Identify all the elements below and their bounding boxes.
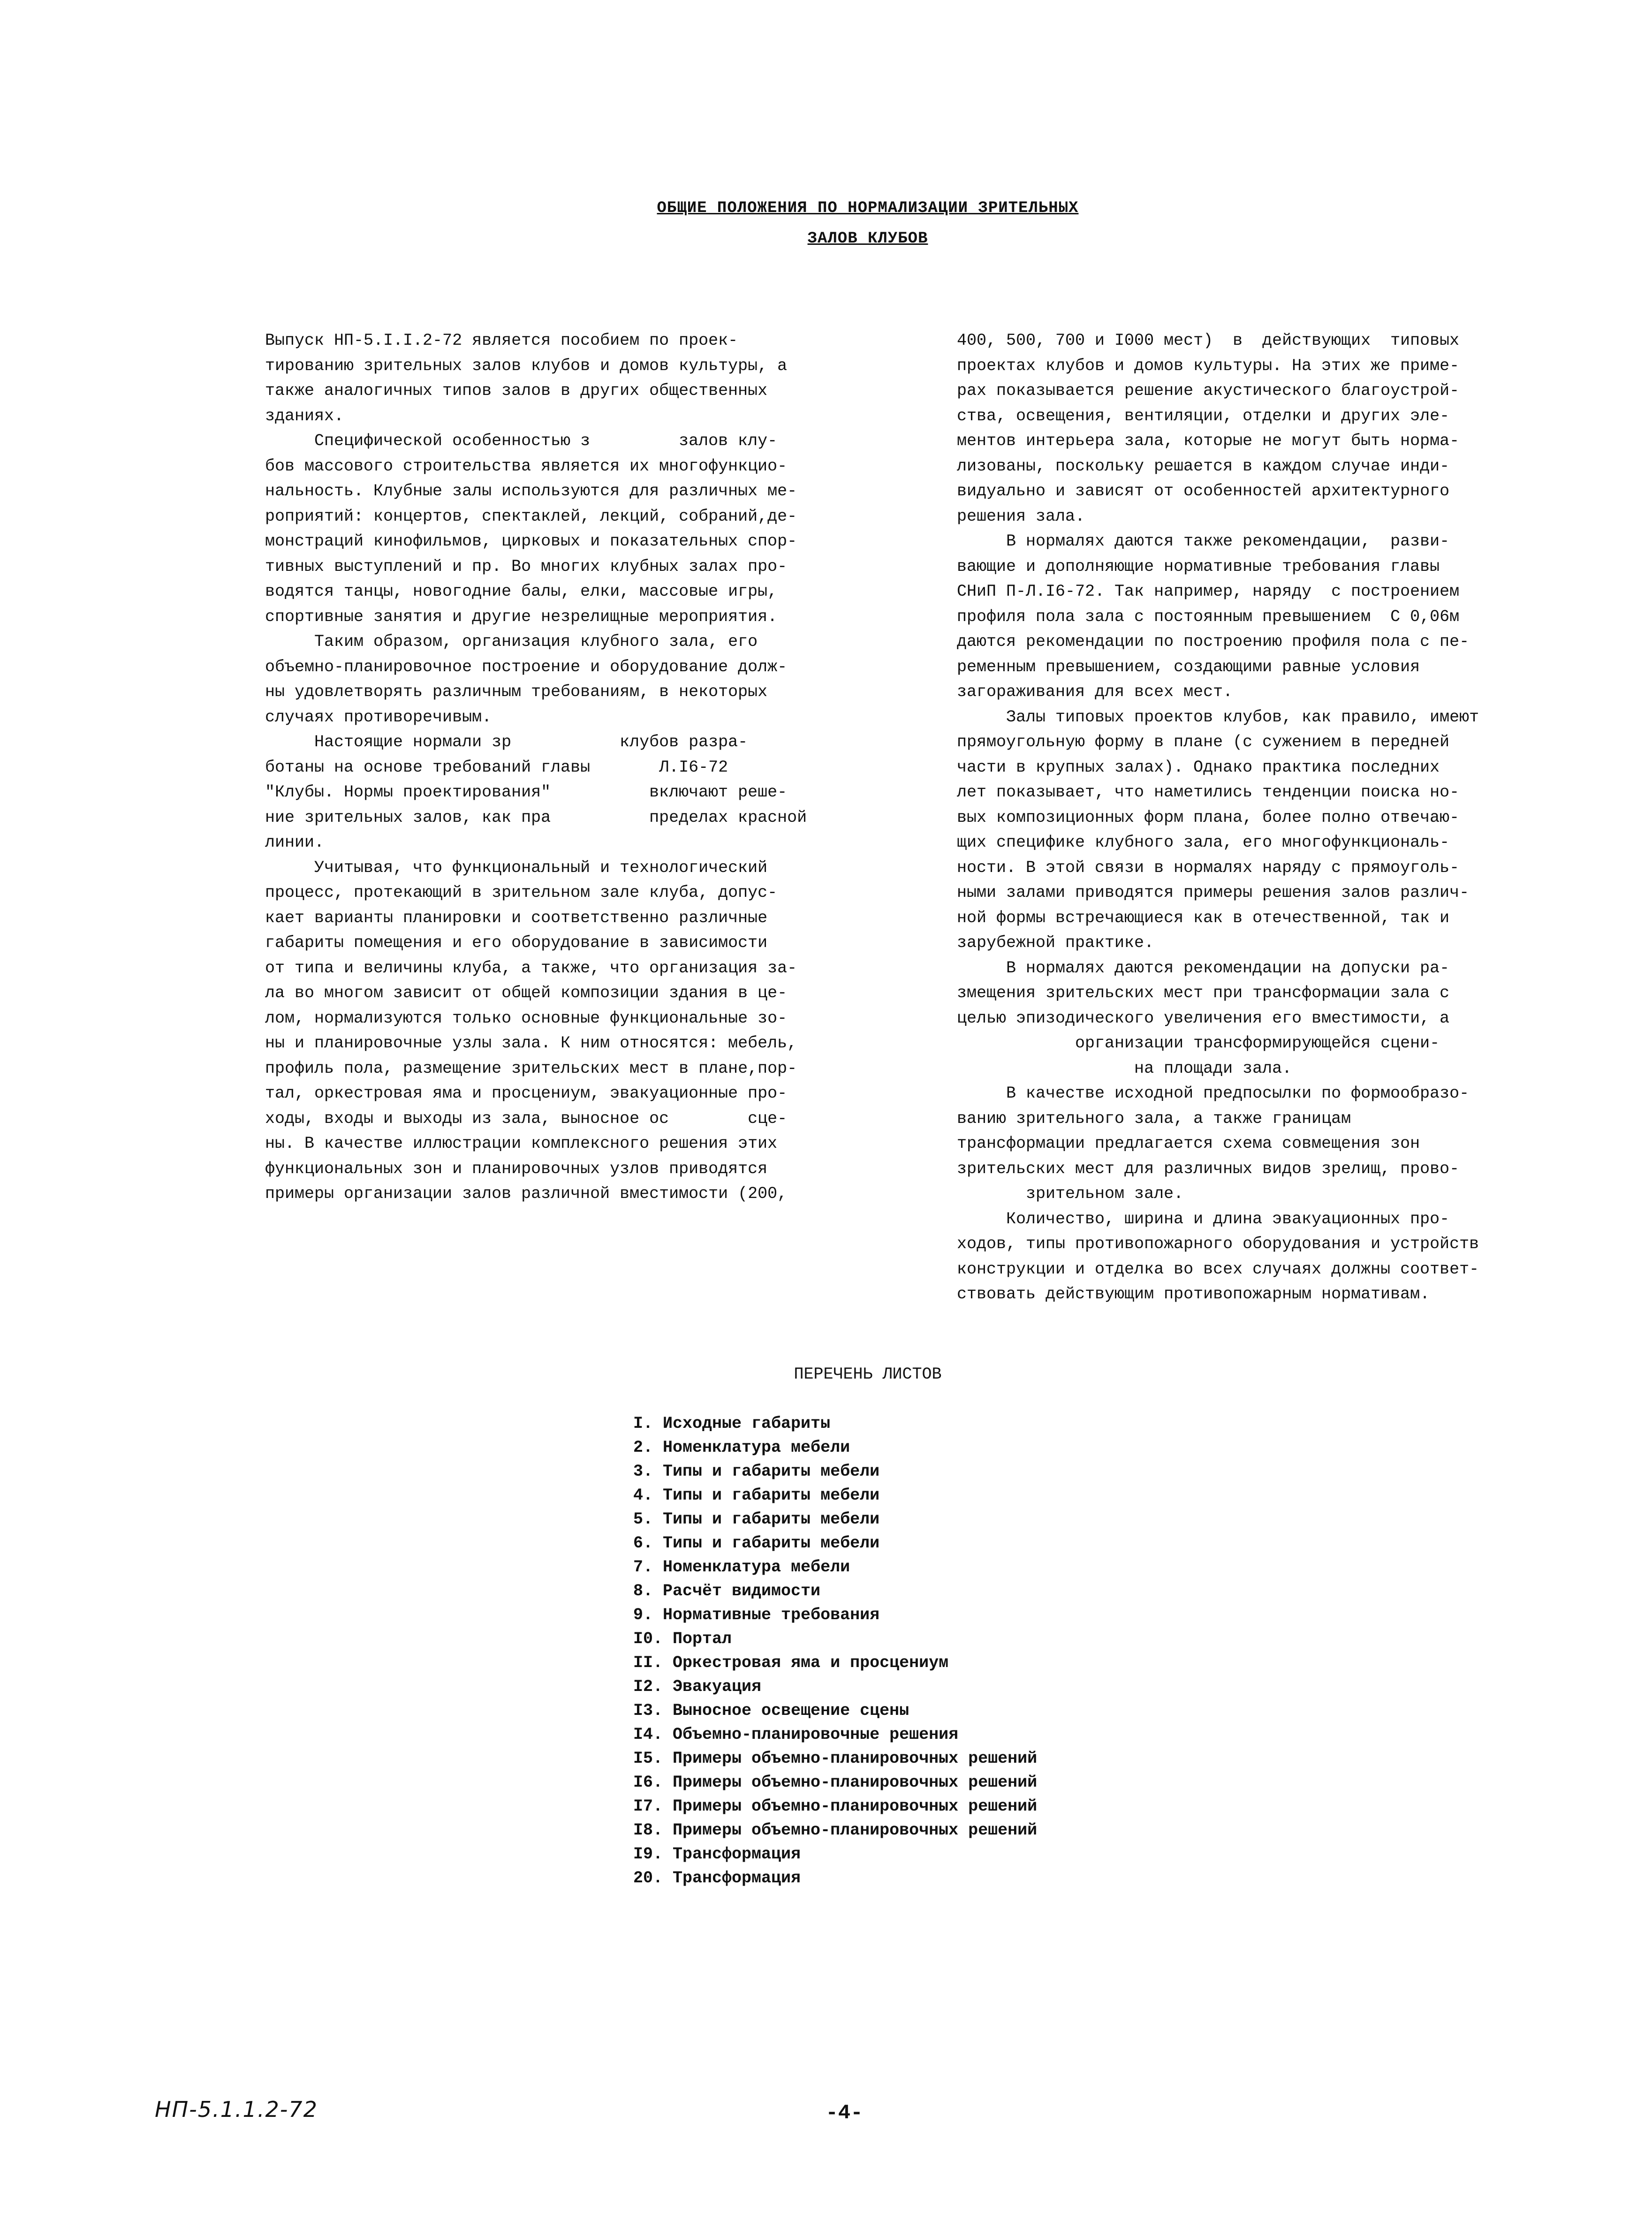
text-line: профиль пола, размещение зрительских мест в плане,пор-: [265, 1059, 797, 1078]
text-line: примеры организации залов различной вместимости (200,: [265, 1184, 788, 1203]
text-line: лом, нормализуются только основные функциональные зо-: [265, 1008, 788, 1028]
text-line: змещения зрительских мест при трансформации зала с: [957, 984, 1450, 1002]
text-line: объемно-планировочное построение и оборудование долж-: [265, 657, 788, 676]
sheet-list-item: I2. Эвакуация: [633, 1677, 762, 1696]
text-line: рах показывается решение акустического благоустрой-: [957, 381, 1460, 400]
text-line: ванию зрительного зала, а также границам: [957, 1109, 1351, 1128]
text-line: линии.: [265, 833, 325, 852]
text-line: видуально и зависят от особенностей архитектурного: [957, 482, 1450, 500]
text-line: лизованы, поскольку решается в каждом случае инди-: [957, 456, 1450, 476]
text-line: ны. В качестве иллюстрации комплексного решения этих: [265, 1134, 778, 1153]
text-line: 400, 500, 700 и I000 мест) в действующих типовых: [957, 331, 1460, 350]
sheet-list-item: 5. Типы и габариты мебели: [633, 1510, 880, 1529]
text-line: решения зала.: [957, 507, 1085, 526]
text-line: лет показывает, что наметились тенденции поиска но-: [957, 783, 1460, 802]
text-line: случаях противоречивым.: [265, 707, 492, 727]
text-line: ны и планировочные узлы зала. К ним относятся: мебель,: [265, 1034, 797, 1053]
sheet-list-item: I. Исходные габариты: [633, 1414, 831, 1433]
sheet-list-item: 3. Типы и габариты мебели: [633, 1462, 880, 1481]
text-line: ние зрительных залов, как пра пределах красной: [265, 808, 807, 827]
text-line: зрительских мест для различных видов зрелищ, прово-: [957, 1159, 1460, 1178]
text-line: конструкции и отделка во всех случаях должны соответ-: [957, 1259, 1479, 1279]
sheet-list-item: I0. Портал: [633, 1630, 732, 1648]
text-line: ботаны на основе требований главы Л.I6-72: [265, 758, 728, 777]
text-line: Количество, ширина и длина эвакуационных про-: [957, 1209, 1450, 1228]
text-line: щих специфике клубного зала, его многофункциональ-: [957, 833, 1450, 852]
sheet-list-item: I8. Примеры объемно-планировочных решений: [633, 1821, 1038, 1840]
sheet-list-title: ПЕРЕЧЕНЬ ЛИСТОВ: [794, 1365, 942, 1384]
text-line: ла во многом зависит от общей композиции здания в це-: [265, 984, 788, 1002]
sheet-list-item: 7. Номенклатура мебели: [633, 1558, 850, 1577]
text-line: Залы типовых проектов клубов, как правило, имеют: [957, 707, 1479, 727]
sheet-list-item: I3. Выносное освещение сцены: [633, 1701, 909, 1720]
sheet-list-item: I5. Примеры объемно-планировочных решений: [633, 1749, 1038, 1768]
text-line: ствовать действующим противопожарным нормативам.: [957, 1285, 1430, 1304]
text-line: целью эпизодического увеличения его вместимости, а: [957, 1008, 1450, 1028]
text-line: ности. В этой связи в нормалях наряду с прямоуголь-: [957, 858, 1460, 877]
text-line: СНиП П-Л.I6-72. Так например, наряду с построением: [957, 582, 1460, 601]
text-line: ной формы встречающиеся как в отечественной, так и: [957, 908, 1450, 927]
text-line: габариты помещения и его оборудование в зависимости: [265, 933, 768, 952]
sheet-list-item: I9. Трансформация: [633, 1845, 801, 1864]
text-line: ными залами приводятся примеры решения залов различ-: [957, 883, 1470, 902]
text-line: тал, оркестровая яма и просцениум, эвакуационные про-: [265, 1084, 788, 1103]
text-line: вающие и дополняющие нормативные требования главы: [957, 557, 1440, 576]
text-line: Учитывая, что функциональный и технологический: [265, 858, 768, 877]
text-line: проектах клубов и домов культуры. На этих же приме-: [957, 356, 1460, 375]
text-line: роприятий: концертов, спектаклей, лекций, собраний,де-: [265, 507, 797, 526]
text-line: зрительном зале.: [957, 1184, 1184, 1203]
sheet-list-item: II. Оркестровая яма и просцениум: [633, 1653, 949, 1672]
text-line: нальность. Клубные залы используются для различных ме-: [265, 482, 797, 500]
sheet-list-item: 8. Расчёт видимости: [633, 1582, 821, 1600]
text-line: на площади зала.: [957, 1059, 1292, 1078]
text-line: зарубежной практике.: [957, 933, 1154, 952]
text-line: процесс, протекающий в зрительном зале клуба, допус-: [265, 883, 778, 902]
text-line: Специфической особенностью з залов клу-: [265, 432, 778, 450]
text-line: ходы, входы и выходы из зала, выносное ос сце-: [265, 1109, 788, 1128]
text-line: ходов, типы противопожарного оборудования и устройств: [957, 1235, 1479, 1253]
sheet-list-item: 6. Типы и габариты мебели: [633, 1534, 880, 1553]
text-line: Выпуск НП-5.I.I.2-72 является пособием по проек-: [265, 331, 738, 350]
text-line: В нормалях даются рекомендации на допуски ра-: [957, 958, 1450, 978]
sheet-list-item: I6. Примеры объемно-планировочных решений: [633, 1773, 1038, 1792]
text-line: Таким образом, организация клубного зала, его: [265, 632, 758, 651]
text-line: ментов интерьера зала, которые не могут быть норма-: [957, 432, 1460, 450]
text-line: загораживания для всех мест.: [957, 682, 1233, 701]
text-line: ременным превышением, создающими равные условия: [957, 657, 1420, 676]
text-line: прямоугольную форму в плане (с сужением в передней: [957, 733, 1450, 751]
text-line: зданиях.: [265, 406, 344, 425]
sheet-list-item: I4. Объемно-планировочные решения: [633, 1725, 959, 1744]
text-line: водятся танцы, новогодние балы, елки, массовые игры,: [265, 582, 778, 601]
text-line: профиля пола зала с постоянным превышением С 0,06м: [957, 607, 1460, 626]
text-line: даются рекомендации по построению профиля пола с пе-: [957, 632, 1470, 651]
text-line: кает варианты планировки и соответственно различные: [265, 908, 768, 927]
document-subtitle: ЗАЛОВ КЛУБОВ: [807, 230, 928, 248]
sheet-list-item: 9. Нормативные требования: [633, 1606, 880, 1624]
document-title: ОБЩИЕ ПОЛОЖЕНИЯ ПО НОРМАЛИЗАЦИИ ЗРИТЕЛЬНЫХ: [657, 199, 1079, 217]
sheet-list-item: 2. Номенклатура мебели: [633, 1438, 850, 1457]
text-line: трансформации предлагается схема совмещения зон: [957, 1134, 1420, 1153]
text-line: ны удовлетворять различным требованиям, в некоторых: [265, 682, 768, 701]
text-line: Настоящие нормали зр клубов разра-: [265, 733, 748, 751]
sheet-list-item: 20. Трансформация: [633, 1869, 801, 1887]
text-line: В качестве исходной предпосылки по формообразо-: [957, 1084, 1470, 1103]
text-line: спортивные занятия и другие незрелищные мероприятия.: [265, 607, 778, 626]
text-line: вых композиционных форм плана, более полно отвечаю-: [957, 808, 1460, 827]
document-code: НП-5.1.1.2-72: [155, 2097, 318, 2122]
sheet-list-item: I7. Примеры объемно-планировочных решений: [633, 1797, 1038, 1816]
text-line: от типа и величины клуба, а также, что организация за-: [265, 958, 797, 978]
text-line: бов массового строительства является их многофункцио-: [265, 456, 788, 476]
text-line: организации трансформирующейся сцени-: [957, 1034, 1440, 1053]
text-line: функциональных зон и планировочных узлов приводятся: [265, 1159, 768, 1178]
text-line: ства, освещения, вентиляции, отделки и других эле-: [957, 406, 1450, 425]
text-line: тированию зрительных залов клубов и домов культуры, а: [265, 356, 788, 375]
sheet-list: [633, 1412, 1037, 1890]
page-number: -4-: [826, 2101, 863, 2125]
sheet-list-item: 4. Типы и габариты мебели: [633, 1486, 880, 1505]
text-line: "Клубы. Нормы проектирования" включают реше-: [265, 783, 788, 802]
text-line: части в крупных залах). Однако практика последних: [957, 758, 1440, 777]
text-line: монстраций кинофильмов, цирковых и показательных спор-: [265, 532, 797, 551]
text-line: также аналогичных типов залов в других общественных: [265, 381, 768, 400]
text-line: тивных выступлений и пр. Во многих клубных залах про-: [265, 557, 788, 576]
left-text-column: [265, 328, 807, 1207]
right-text-column: [957, 328, 1492, 1307]
text-line: В нормалях даются также рекомендации, разви-: [957, 532, 1450, 551]
